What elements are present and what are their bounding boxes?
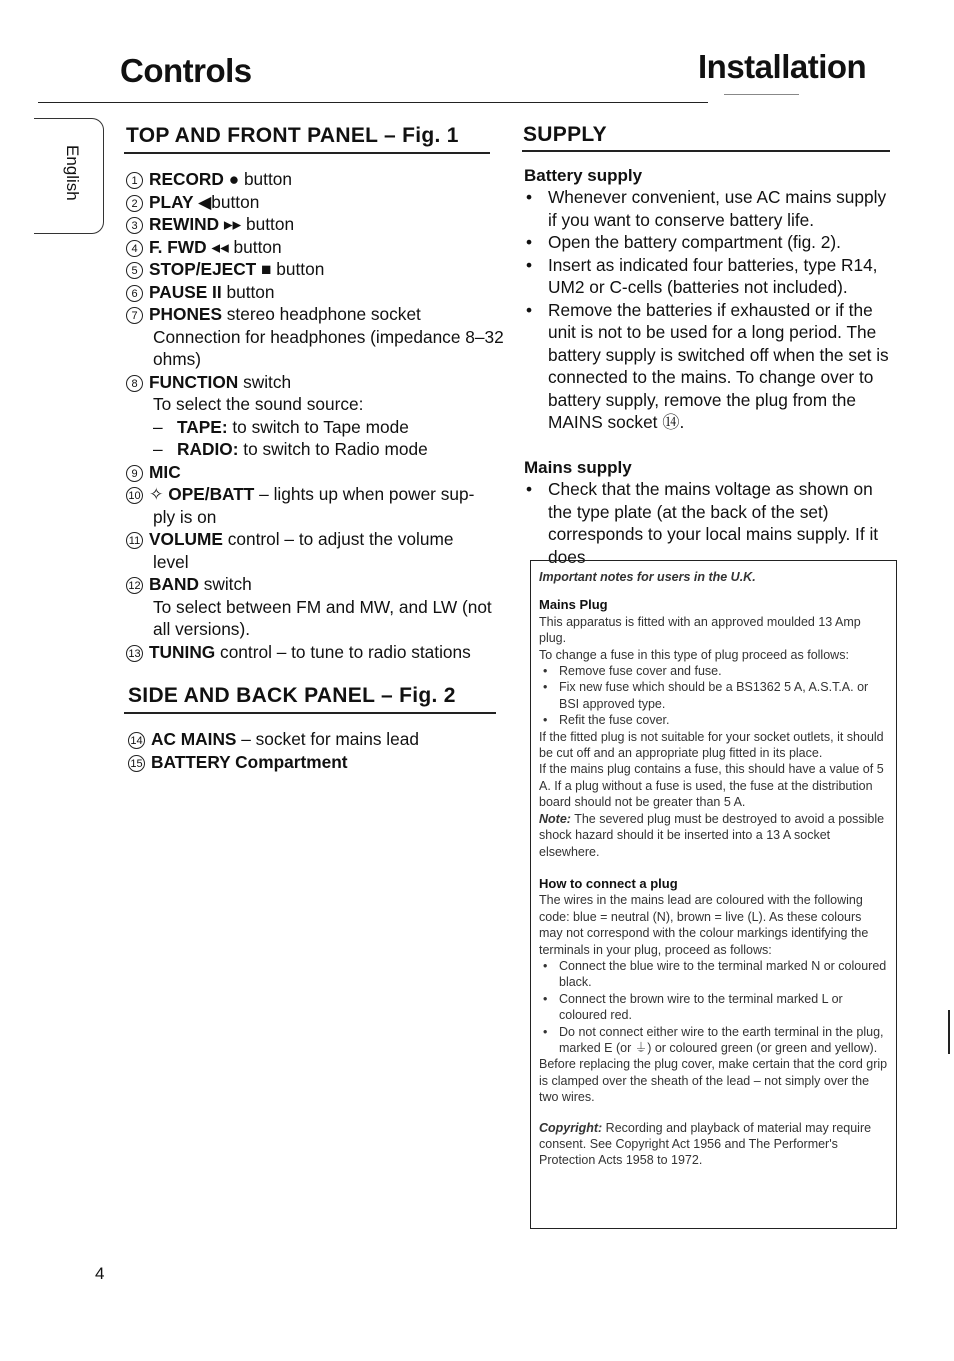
side-panel-heading: SIDE AND BACK PANEL – Fig. 2 — [128, 684, 456, 707]
control-item-12: 12 BAND switch — [126, 573, 506, 596]
change-item-2: • Fix new fuse which should be a BS1362 5 A, A.S.T.A. or BSI approved type. — [539, 679, 888, 712]
mains-plug-heading: Mains Plug — [539, 597, 608, 613]
battery-supply-list — [524, 186, 896, 434]
mains-item-1: • Check that the mains voltage as shown on the type plate (at the back of the set) corresponds to your local mains supply. If it does — [524, 478, 896, 568]
supply-rule — [522, 150, 890, 152]
control-item-9: 9 MIC — [126, 461, 506, 484]
change-fuse-text: To change a fuse in this type of plug proceed as follows: — [539, 647, 849, 662]
battery-item-2: • Open the battery compartment (fig. 2). — [524, 231, 896, 254]
change-item-3: • Refit the fuse cover. — [539, 712, 888, 728]
top-panel-list — [126, 168, 506, 663]
control-item-1: 1 RECORD ● button — [126, 168, 506, 191]
top-panel-rule — [124, 152, 490, 154]
page-number: 4 — [95, 1264, 105, 1283]
control-item-11: 11 VOLUME control – to adjust the volume — [126, 528, 506, 551]
volume-continuation: level — [153, 551, 189, 572]
battery-item-3: • Insert as indicated four batteries, type R14, UM2 or C-cells (batteries not included). — [524, 254, 896, 299]
header-left-title: Controls — [120, 52, 252, 89]
connect-plug-heading: How to connect a plug — [539, 875, 678, 891]
before-replacing-text: Before replacing the plug cover, make certain that the cord grip is clamped over the sheath of the lead – not simply over the two wires. — [539, 1057, 888, 1105]
control-item-2: 2 PLAY ◀button — [126, 191, 506, 214]
control-item-8: 8 FUNCTION switch — [126, 371, 506, 394]
control-item-5: 5 STOP/EJECT ■ button — [126, 258, 506, 281]
battery-item-1: • Whenever convenient, use AC mains supply if you want to conserve battery life. — [524, 186, 896, 231]
supply-heading: SUPPLY — [523, 123, 607, 146]
unsuitable-plug-text: If the fitted plug is not suitable for your socket outlets, it should be cut off and an appropriate plug fitted in its place. — [539, 729, 884, 761]
header-rule-short — [724, 94, 799, 95]
header-right-title: Installation — [698, 48, 867, 85]
connect-item-3: • Do not connect either wire to the earth terminal in the plug, marked E (or ⏚) or coloured green (or green and yellow). — [539, 1024, 888, 1057]
mains-plug-text: This apparatus is fitted with an approved moulded 13 Amp plug. — [539, 614, 861, 646]
change-item-1: • Remove fuse cover and fuse. — [539, 663, 888, 679]
language-tab-label: English — [63, 145, 82, 201]
copyright-text: Copyright: Recording and playback of material may require consent. See Copyright Act 1956 and The Performer's Protection Acts 1958 to 1972. — [539, 1120, 872, 1168]
phones-description: Connection for headphones (impedance 8–32 ohms) — [153, 326, 504, 369]
function-option-radio: – RADIO: to switch to Radio mode — [153, 439, 428, 459]
uk-notes-title: Important notes for users in the U.K. — [539, 570, 756, 584]
control-item-14: 14 AC MAINS – socket for mains lead — [128, 728, 508, 751]
mains-supply-heading: Mains supply — [524, 458, 632, 477]
connect-item-2: • Connect the brown wire to the terminal marked L or coloured red. — [539, 991, 888, 1024]
uk-notes-box — [530, 560, 897, 1229]
control-item-10: 10 ✧ OPE/BATT – lights up when power sup- — [126, 483, 506, 506]
side-panel-list — [128, 728, 508, 773]
control-item-3: 3 REWIND ▸▸ button — [126, 213, 506, 236]
mains-supply-list — [524, 478, 896, 568]
function-description: To select the sound source: — [153, 394, 364, 414]
top-panel-heading: TOP AND FRONT PANEL – Fig. 1 — [126, 124, 459, 147]
control-item-6: 6 PAUSE II button — [126, 281, 506, 304]
function-option-tape: – TAPE: to switch to Tape mode — [153, 416, 409, 437]
battery-item-4: • Remove the batteries if exhausted or if the unit is not to be used for a long period. The battery supply is switched off when the set is connected to the mains. To change over to battery supply, remove the plug from the MAINS socket ⑭. — [524, 299, 896, 434]
header-rule — [38, 102, 708, 103]
band-description: To select between FM and MW, and LW (not all versions). — [153, 596, 492, 639]
control-item-4: 4 F. FWD ◂◂ button — [126, 236, 506, 259]
control-item-7: 7 PHONES stereo headphone socket — [126, 303, 506, 326]
battery-supply-heading: Battery supply — [524, 166, 643, 185]
side-panel-rule — [124, 712, 496, 714]
control-item-13: 13 TUNING control – to tune to radio stations — [126, 641, 506, 664]
language-tab — [34, 118, 104, 234]
control-item-15: 15 BATTERY Compartment — [128, 751, 508, 774]
note-text: Note: The severed plug must be destroyed to avoid a possible shock hazard should it be inserted into a 13 A socket elsewhere. — [539, 811, 885, 859]
connect-item-1: • Connect the blue wire to the terminal marked N or coloured black. — [539, 958, 888, 991]
connect-plug-text: The wires in the mains lead are coloured with the following code: blue = neutral (N), brown = live (L). As these colours may not correspond with the colour markings identifying the terminals in your plug, proceed as follows: — [539, 893, 869, 957]
fuse-value-text: If the mains plug contains a fuse, this should have a value of 5 A. If a plug without a fuse is used, the fuse at the distribution board should not be greater than 5 A. — [539, 762, 884, 810]
ope-continuation: ply is on — [153, 506, 217, 527]
margin-mark — [948, 1010, 950, 1054]
